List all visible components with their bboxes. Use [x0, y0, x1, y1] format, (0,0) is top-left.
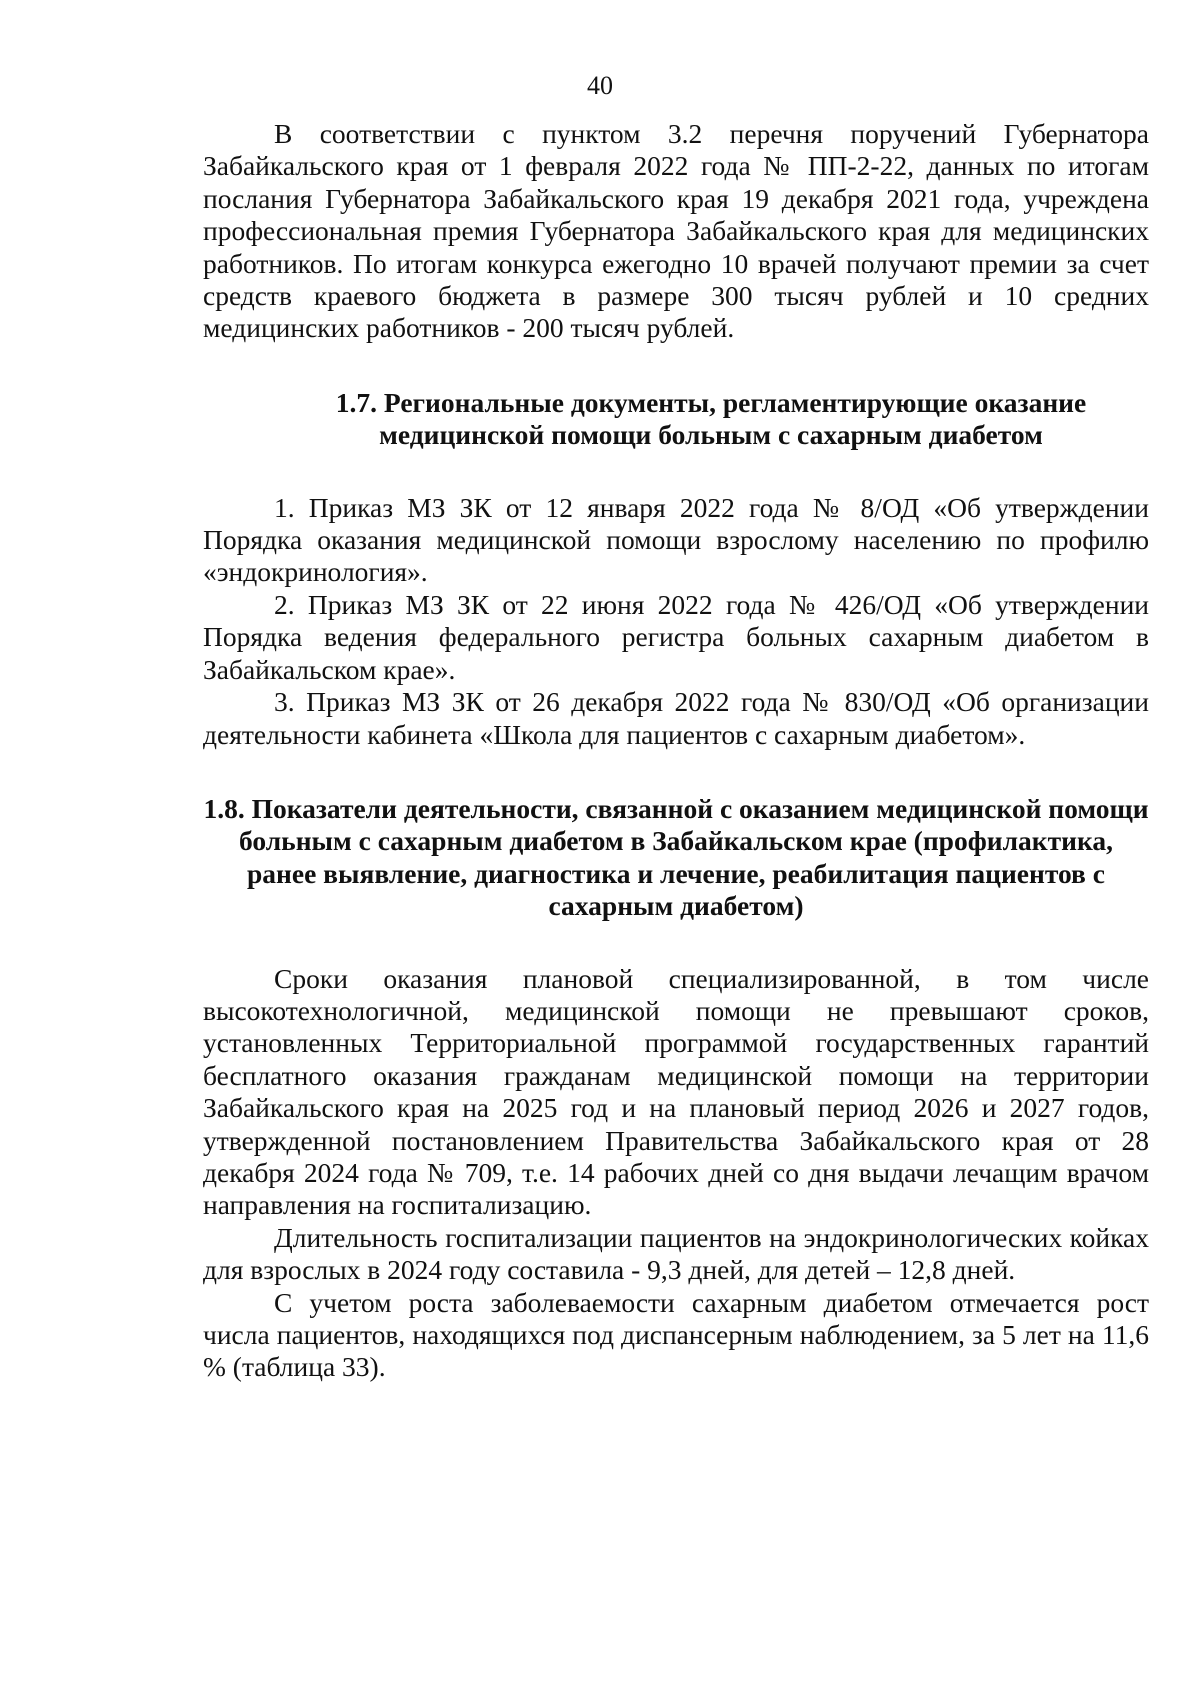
section-1-8-heading: 1.8. Показатели деятельности, связанной с оказанием медицинской помощи больным с сахарным диабетом в Забайкальском крае (профилактика, ранее выявление, диагностика и лечение, реабилитация пациентов с сахарным диабетом)	[203, 792, 1149, 922]
page-number: 40	[587, 71, 613, 100]
paragraph: С учетом роста заболеваемости сахарным диабетом отмечается рост числа пациентов, находящихся под диспансерным наблюдением, за 5 лет на 11,6 % (таблица 33).	[203, 1286, 1149, 1383]
section-1-7-list	[203, 492, 1149, 751]
page-content	[203, 118, 1149, 1384]
paragraph: Сроки оказания плановой специализированной, в том числе высокотехнологичной, медицинской помощи не превышают сроков, установленных Территориальной программой государственных гарантий бесплатного оказания гражданам медицинской помощи на территории Забайкальского края на 2025 год и на плановый период 2026 и 2027 годов, утвержденной постановлением Правительства Забайкальского края от 28 декабря 2024 года № 709, т.е. 14 рабочих дней со дня выдачи лечащим врачом направления на госпитализацию.	[203, 962, 1149, 1221]
paragraph: Длительность госпитализации пациентов на эндокринологических койках для взрослых в 2024 году составила - 9,3 дней, для детей – 12,8 дней.	[203, 1221, 1149, 1286]
section-1-7-heading: 1.7. Региональные документы, регламентирующие оказание медицинской помощи больным с сахарным диабетом	[335, 386, 1087, 451]
list-item: 1. Приказ МЗ ЗК от 12 января 2022 года № 8/ОД «Об утверждении Порядка оказания медицинской помощи взрослому населению по профилю «эндокринология».	[203, 491, 1149, 588]
intro-paragraph: В соответствии с пунктом 3.2 перечня поручений Губернатора Забайкальского края от 1 февраля 2022 года № ПП-2-22, данных по итогам послания Губернатора Забайкальского края 19 декабря 2021 года, учреждена профессиональная премия Губернатора Забайкальского края для медицинских работников. По итогам конкурса ежегодно 10 врачей получают премии за счет средств краевого бюджета в размере 300 тысяч рублей и 10 средних медицинских работников - 200 тысяч рублей.	[203, 118, 1149, 344]
list-item: 3. Приказ МЗ ЗК от 26 декабря 2022 года № 830/ОД «Об организации деятельности кабинета «Школа для пациентов с сахарным диабетом».	[203, 686, 1149, 750]
list-item: 2. Приказ МЗ ЗК от 22 июня 2022 года № 426/ОД «Об утверждении Порядка ведения федерального регистра больных сахарным диабетом в Забайкальском крае».	[203, 588, 1149, 685]
section-1-8-body	[203, 963, 1149, 1384]
